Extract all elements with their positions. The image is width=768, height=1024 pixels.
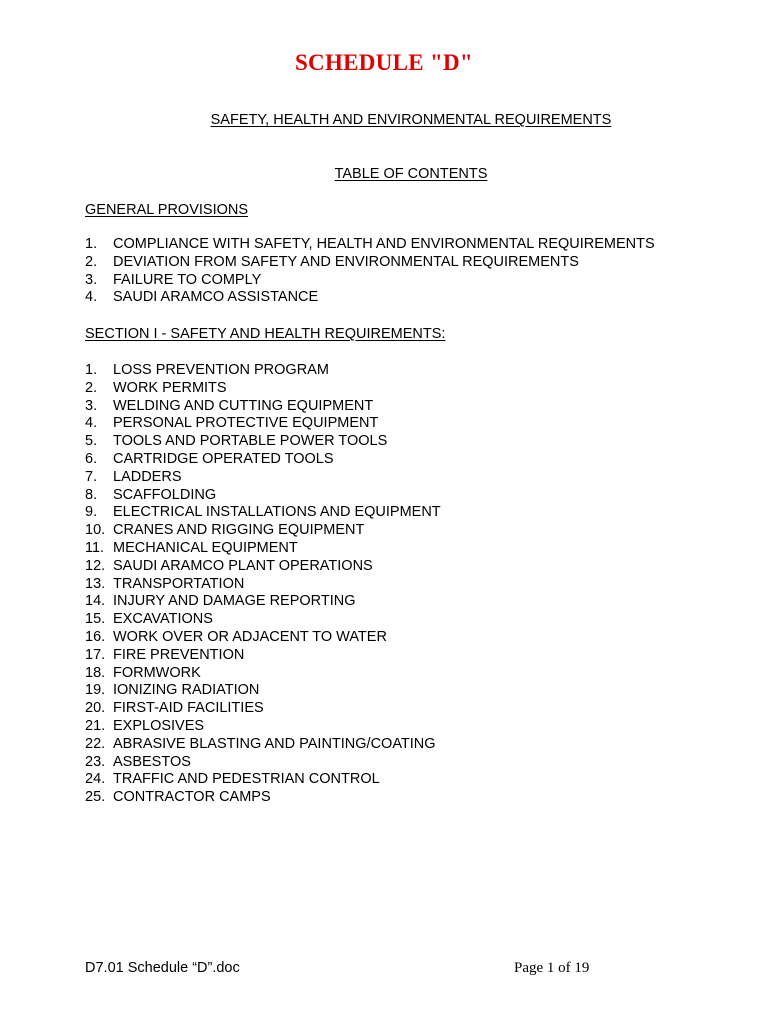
toc-item-number: 12.: [85, 557, 106, 574]
toc-item-text: SCAFFOLDING: [113, 486, 217, 503]
toc-item-number: 8.: [85, 486, 98, 503]
toc-list-item: [85, 754, 441, 772]
toc-list-item: [85, 451, 441, 469]
toc-item-text: SAUDI ARAMCO ASSISTANCE: [113, 289, 319, 306]
toc-item-text: EXCAVATIONS: [113, 611, 213, 628]
toc-item-text: IONIZING RADIATION: [113, 682, 260, 699]
general-provisions-heading: GENERAL PROVISIONS: [85, 202, 249, 218]
toc-list-item: [85, 665, 441, 683]
toc-list-item: [85, 576, 441, 594]
toc-item-number: 15.: [85, 611, 106, 628]
toc-item-text: CARTRIDGE OPERATED TOOLS: [113, 450, 334, 467]
toc-item-text: ABRASIVE BLASTING AND PAINTING/COATING: [113, 735, 436, 752]
section-1-list: [85, 362, 441, 807]
section-1-heading: SECTION I - SAFETY AND HEALTH REQUIREMENTS:: [85, 326, 446, 342]
toc-list-item: [85, 487, 441, 505]
toc-item-number: 3.: [85, 271, 98, 288]
toc-item-number: 2.: [85, 379, 98, 396]
toc-item-number: 19.: [85, 682, 106, 699]
footer-filename: D7.01 Schedule “D”.doc: [85, 960, 240, 976]
toc-item-number: 2.: [85, 253, 98, 270]
toc-list-item: [85, 647, 441, 665]
toc-item-text: FAILURE TO COMPLY: [113, 271, 262, 288]
toc-item-text: CONTRACTOR CAMPS: [113, 789, 271, 806]
toc-list-item: [85, 522, 441, 540]
page-title: SCHEDULE "D": [294, 50, 474, 75]
toc-item-text: TRANSPORTATION: [113, 575, 245, 592]
toc-item-number: 20.: [85, 700, 106, 717]
toc-item-number: 25.: [85, 789, 106, 806]
toc-list-item: [85, 398, 441, 416]
toc-item-number: 4.: [85, 415, 98, 432]
toc-item-text: WORK OVER OR ADJACENT TO WATER: [113, 628, 387, 645]
toc-item-number: 23.: [85, 753, 106, 770]
toc-list-item: [85, 540, 441, 558]
toc-item-text: WELDING AND CUTTING EQUIPMENT: [113, 397, 374, 414]
toc-item-text: WORK PERMITS: [113, 379, 227, 396]
toc-item-text: ASBESTOS: [113, 753, 191, 770]
toc-item-text: DEVIATION FROM SAFETY AND ENVIRONMENTAL REQUIREMENTS: [113, 253, 579, 270]
toc-list-item: [85, 771, 441, 789]
toc-list-item: [85, 700, 441, 718]
toc-list-item: [85, 289, 655, 307]
toc-list-item: [85, 469, 441, 487]
toc-item-text: MECHANICAL EQUIPMENT: [113, 539, 298, 556]
toc-list-item: [85, 254, 655, 272]
toc-list-item: [85, 736, 441, 754]
toc-item-text: PERSONAL PROTECTIVE EQUIPMENT: [113, 415, 379, 432]
toc-item-text: LADDERS: [113, 468, 182, 485]
toc-item-text: COMPLIANCE WITH SAFETY, HEALTH AND ENVIRONMENTAL REQUIREMENTS: [113, 236, 655, 252]
toc-item-text: CRANES AND RIGGING EQUIPMENT: [113, 522, 365, 539]
toc-item-number: 13.: [85, 575, 106, 592]
toc-list-item: [85, 629, 441, 647]
toc-item-number: 3.: [85, 397, 98, 414]
toc-list-item: [85, 504, 441, 522]
general-provisions-list: [85, 236, 655, 307]
toc-item-number: 9.: [85, 504, 98, 521]
toc-item-number: 16.: [85, 628, 106, 645]
toc-item-number: 21.: [85, 717, 106, 734]
toc-list-item: [85, 789, 441, 807]
toc-item-number: 14.: [85, 593, 106, 610]
toc-item-number: 17.: [85, 646, 106, 663]
toc-list-item: [85, 558, 441, 576]
toc-item-text: EXPLOSIVES: [113, 717, 205, 734]
toc-list-item: [85, 236, 655, 254]
toc-item-text: TRAFFIC AND PEDESTRIAN CONTROL: [113, 771, 380, 788]
toc-item-number: 10.: [85, 522, 106, 539]
document-subtitle: SAFETY, HEALTH AND ENVIRONMENTAL REQUIREMENTS: [210, 112, 612, 128]
toc-item-number: 1.: [85, 236, 98, 252]
toc-item-text: ELECTRICAL INSTALLATIONS AND EQUIPMENT: [113, 504, 441, 521]
toc-item-number: 7.: [85, 468, 98, 485]
toc-list-item: [85, 415, 441, 433]
toc-list-item: [85, 682, 441, 700]
toc-item-number: 4.: [85, 289, 98, 306]
toc-item-number: 24.: [85, 771, 106, 788]
toc-item-text: SAUDI ARAMCO PLANT OPERATIONS: [113, 557, 373, 574]
footer-page-number: Page 1 of 19: [514, 960, 590, 976]
toc-item-number: 18.: [85, 664, 106, 681]
toc-item-number: 11.: [85, 539, 105, 556]
toc-list-item: [85, 611, 441, 629]
toc-list-item: [85, 362, 441, 380]
toc-item-number: 5.: [85, 433, 98, 450]
toc-list-item: [85, 433, 441, 451]
toc-list-item: [85, 380, 441, 398]
toc-heading: TABLE OF CONTENTS: [334, 166, 488, 182]
toc-item-text: FORMWORK: [113, 664, 201, 681]
toc-item-text: INJURY AND DAMAGE REPORTING: [113, 593, 356, 610]
toc-list-item: [85, 593, 441, 611]
toc-item-number: 22.: [85, 735, 106, 752]
toc-item-text: LOSS PREVENTION PROGRAM: [113, 362, 329, 378]
toc-list-item: [85, 272, 655, 290]
toc-item-number: 1.: [85, 362, 98, 378]
toc-item-text: FIRE PREVENTION: [113, 646, 245, 663]
toc-item-text: FIRST-AID FACILITIES: [113, 700, 264, 717]
toc-item-text: TOOLS AND PORTABLE POWER TOOLS: [113, 433, 388, 450]
toc-list-item: [85, 718, 441, 736]
toc-item-number: 6.: [85, 450, 98, 467]
